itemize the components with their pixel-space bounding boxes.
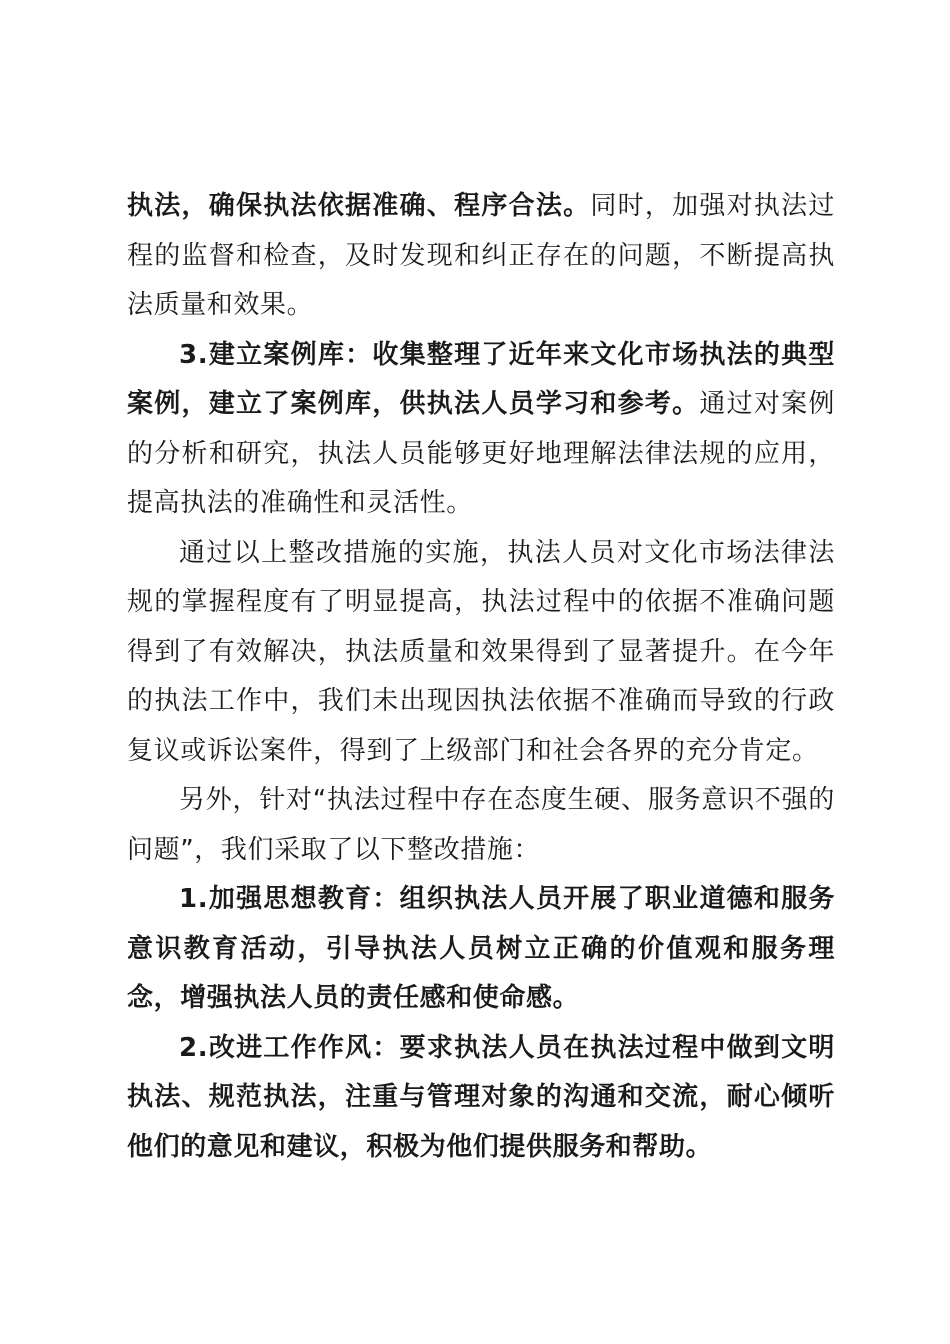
paragraph-4: [127, 776, 835, 875]
paragraph-3-text: 通过以上整改措施的实施，执法人员对文化市场法律法规的掌握程度有了明显提高，执法过程中的依据不准确问题得到了有效解决，执法质量和效果得到了显著提升。在今年的执法工作中，我们未出现因执法依据不准确而导致的行政复议或诉讼案件，得到了上级部门和社会各界的充分肯定。: [127, 537, 835, 766]
paragraph-1-bold: 执法，确保执法依据准确、程序合法。: [127, 191, 591, 221]
paragraph-2-text: 通过对案例的分析和研究，执法人员能够更好地理解法律法规的应用，提高执法的准确性和灵活性。: [127, 389, 835, 518]
paragraph-3: [127, 529, 835, 777]
paragraph-5-bold: 1.加强思想教育：组织执法人员开展了职业道德和服务意识教育活动，引导执法人员树立正确的价值观和服务理念，增强执法人员的责任感和使命感。: [127, 884, 835, 1013]
document-body: [127, 182, 835, 1172]
paragraph-4-text: 另外，针对“执法过程中存在态度生硬、服务意识不强的问题”，我们采取了以下整改措施：: [127, 785, 835, 865]
paragraph-6-bold: 2.改进工作作风：要求执法人员在执法过程中做到文明执法、规范执法，注重与管理对象的沟通和交流，耐心倾听他们的意见和建议，积极为他们提供服务和帮助。: [127, 1032, 835, 1162]
paragraph-5: [127, 875, 835, 1024]
paragraph-1: [127, 182, 835, 331]
paragraph-2-bold: 3.建立案例库：收集整理了近年来文化市场执法的典型案例，建立了案例库，供执法人员学习和参考。: [127, 339, 835, 419]
paragraph-6: [127, 1024, 835, 1173]
paragraph-2: [127, 331, 835, 529]
paragraph-1-text: 同时，加强对执法过程的监督和检查，及时发现和纠正存在的问题，不断提高执法质量和效果。: [127, 191, 836, 320]
